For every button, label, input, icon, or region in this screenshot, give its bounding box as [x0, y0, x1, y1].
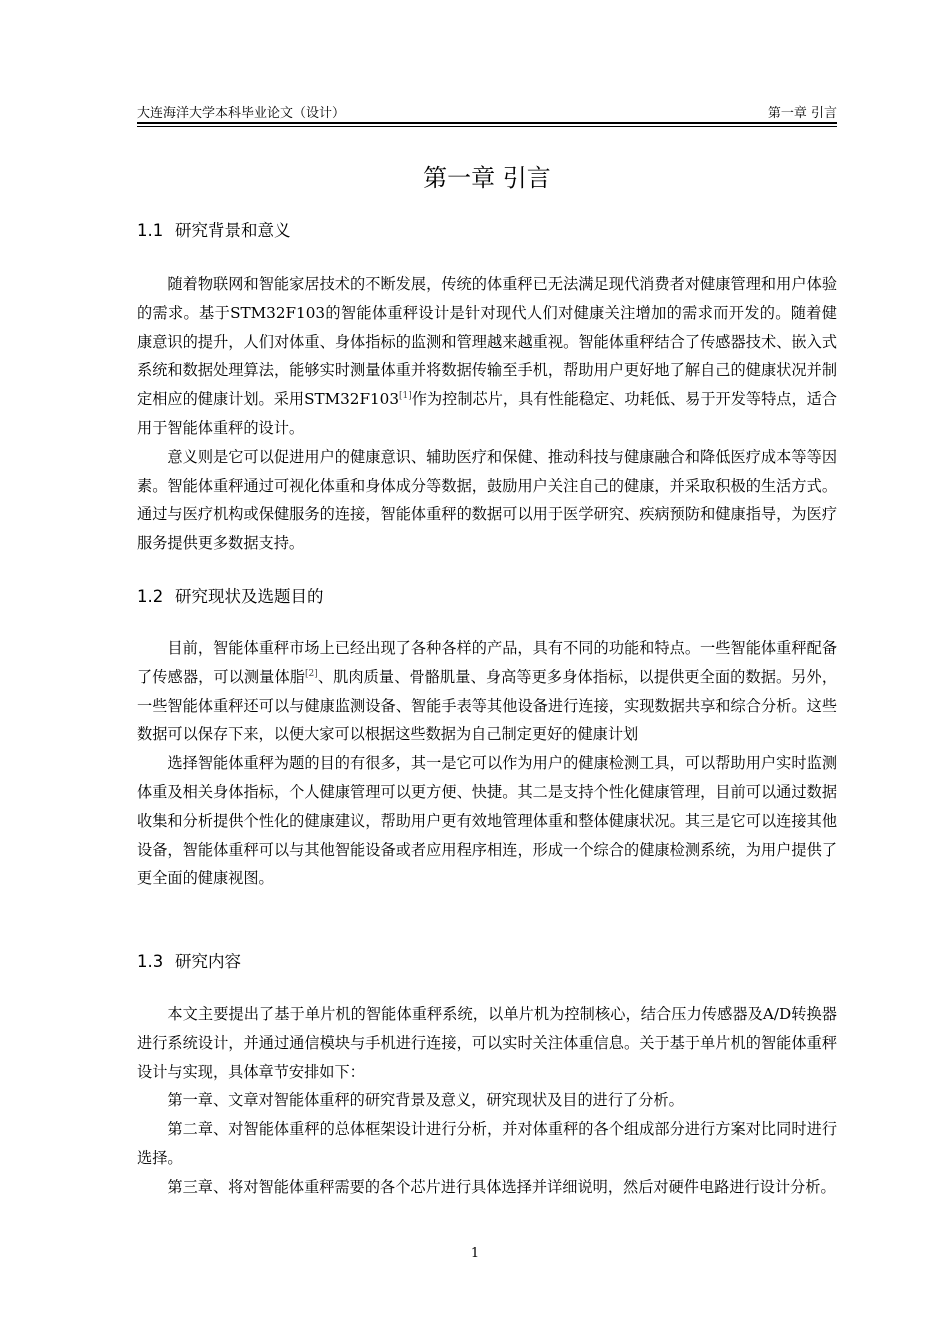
page-header — [137, 104, 837, 124]
section-body-1-2 — [137, 634, 837, 893]
section-number: 1.2 — [137, 587, 164, 606]
paragraph — [137, 270, 837, 443]
paragraph — [137, 634, 837, 749]
citation-ref: [2] — [305, 668, 318, 679]
section-number: 1.1 — [137, 221, 164, 240]
paragraph-text: 第三章、将对智能体重秤需要的各个芯片进行具体选择并详细说明，然后对硬件电路进行设计分析。 — [167, 1177, 836, 1196]
chapter-title: 第一章 引言 — [423, 164, 551, 192]
citation-ref: [1] — [399, 391, 412, 402]
section-title: 研究现状及选题目的 — [175, 587, 324, 606]
header-rule-thin — [137, 126, 837, 127]
paragraph — [137, 1173, 837, 1202]
paragraph-text: 第二章、对智能体重秤的总体框架设计进行分析，并对体重秤的各个组成部分进行方案对比同时进行选择。 — [137, 1120, 837, 1167]
section-title: 研究内容 — [175, 952, 241, 971]
section-title: 研究背景和意义 — [175, 221, 291, 240]
header-thesis-title: 大连海洋大学本科毕业论文（设计） — [137, 106, 346, 121]
paragraph-text: 随着物联网和智能家居技术的不断发展，传统的体重秤已无法满足现代消费者对健康管理和用户体验的需求。基于STM32F103的智能体重秤设计是针对现代人们对健康关注增加的需求而开发的。随着健康意识的提升，人们对体重、身体指标的监测和管理越来越重视。智能体重秤结合了传感器技术、嵌入式系统和数据处理算法，能够实时测量体重并将数据传输至手机，帮助用户更好地了解自己的健康状况并制定相应的健康计划。采用STM32F103 — [137, 275, 837, 409]
paragraph-text: 本文主要提出了基于单片机的智能体重秤系统，以单片机为控制核心，结合压力传感器及A/D转换器进行系统设计，并通过通信模块与手机进行连接，可以实时关注体重信息。关于基于单片机的智能体重秤设计与实现，具体章节安排如下： — [137, 1005, 837, 1081]
section-body-1-3 — [137, 1000, 837, 1202]
paragraph — [137, 1086, 837, 1115]
section-heading-1-3 — [137, 950, 837, 974]
paragraph-text: 意义则是它可以促进用户的健康意识、辅助医疗和保健、推动科技与健康融合和降低医疗成本等等因素。智能体重秤通过可视化体重和身体成分等数据，鼓励用户关注自己的健康，并采取积极的生活方式。通过与医疗机构或保健服务的连接，智能体重秤的数据可以用于医学研究、疾病预防和健康指导，为医疗服务提供更多数据支持。 — [137, 447, 837, 553]
section-body-1-1 — [137, 270, 837, 558]
paragraph-text: 第一章、文章对智能体重秤的研究背景及意义，研究现状及目的进行了分析。 — [167, 1091, 684, 1110]
paragraph-text: 目前，智能体重秤市场上已经出现了各种各样的产品，具有不同的功能和特点。一些智能体重秤配备了传感器，可以测量体脂 — [137, 639, 837, 686]
paragraph — [137, 1115, 837, 1173]
paragraph — [137, 443, 837, 558]
paragraph-text: 选择智能体重秤为题的目的有很多，其一是它可以作为用户的健康检测工具，可以帮助用户实时监测体重及相关身体指标，个人健康管理可以更方便、快捷。其二是支持个性化健康管理，目前可以通过数据收集和分析提供个性化的健康建议，帮助用户更有效地管理体重和整体健康状况。其三是它可以连接其他设备，智能体重秤可以与其他智能设备或者应用程序相连，形成一个综合的健康检测系统，为用户提供了更全面的健康视图。 — [137, 754, 837, 888]
section-heading-1-2 — [137, 585, 837, 609]
paragraph — [137, 749, 837, 893]
page-number: 1 — [470, 1246, 480, 1261]
header-chapter-title: 第一章 引言 — [767, 106, 837, 121]
section-heading-1-1 — [137, 219, 837, 243]
section-number: 1.3 — [137, 952, 164, 971]
header-rule-thick — [137, 122, 837, 124]
paragraph — [137, 1000, 837, 1086]
paragraph-text: 、肌肉质量、骨骼肌量、身高等更多身体指标，以提供更全面的数据。另外，一些智能体重秤还可以与健康监测设备、智能手表等其他设备进行连接，实现数据共享和综合分析。这些数据可以保存下来，以便大家可以根据这些数据为自己制定更好的健康计划 — [137, 667, 838, 744]
paragraph-text: 作为控制芯片，具有性能稳定、功耗低、易于开发等特点，适合用于智能体重秤的设计。 — [137, 390, 837, 437]
